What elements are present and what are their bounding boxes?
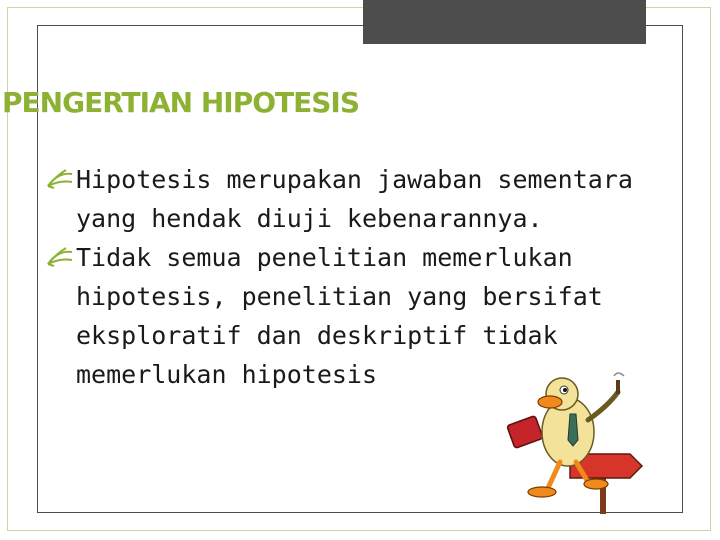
bullet-text: Hipotesis merupakan jawaban sementara yang hendak diuji kebenarannya. xyxy=(76,165,633,233)
leaf-fan-icon xyxy=(44,168,74,190)
bullet-text: Tidak semua penelitian memerlukan hipotesis, penelitian yang bersifat eksploratif dan deskriptif tidak memerlukan hipotesis xyxy=(76,243,603,389)
duck-clipart xyxy=(490,370,650,515)
leaf-fan-icon xyxy=(44,246,74,268)
slide-content xyxy=(44,160,634,394)
slide-title: PENGERTIAN HIPOTESIS xyxy=(2,86,360,119)
bullet-item-1 xyxy=(44,160,634,238)
top-decorative-tab xyxy=(363,0,646,44)
